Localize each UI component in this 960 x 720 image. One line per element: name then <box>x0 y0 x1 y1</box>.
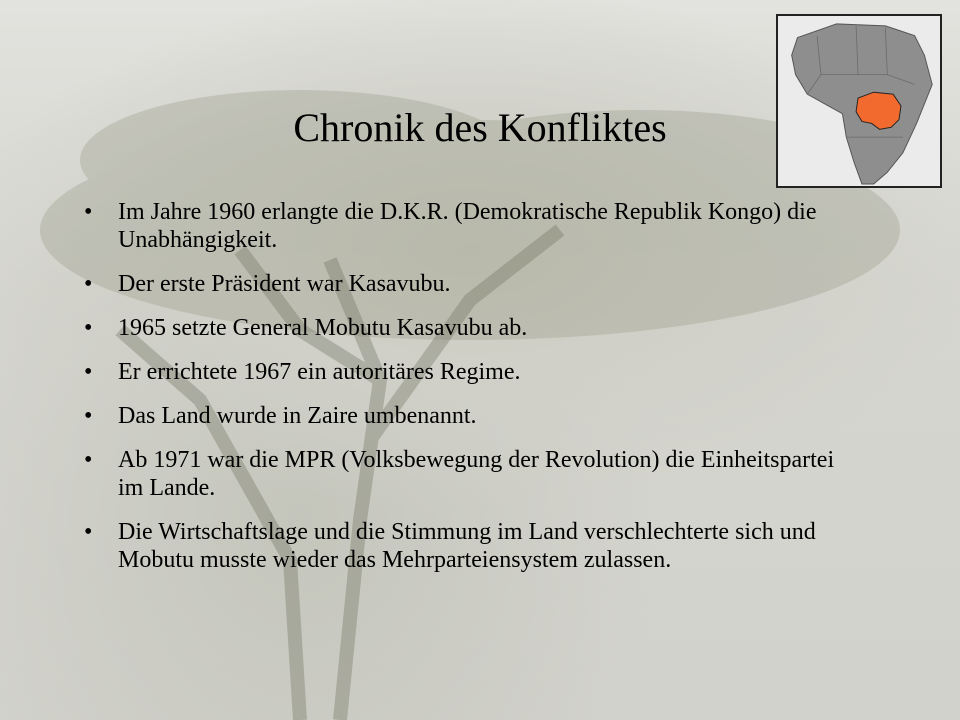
bullet-item <box>84 198 854 254</box>
bullet-dot: • <box>84 359 93 385</box>
bullet-item <box>84 270 854 298</box>
bullet-text: Der erste Präsident war Kasavubu. <box>118 271 451 297</box>
bullet-text: 1965 setzte General Mobutu Kasavubu ab. <box>118 315 528 341</box>
bullet-item <box>84 402 854 430</box>
africa-map-image <box>778 16 940 186</box>
slide-title: Chronik des Konfliktes <box>293 105 667 150</box>
bullet-dot: • <box>84 271 93 297</box>
bullet-item <box>84 518 854 574</box>
bullet-dot: • <box>84 403 93 429</box>
bullet-dot: • <box>84 199 93 225</box>
bullet-dot: • <box>84 315 93 341</box>
bullet-text: Das Land wurde in Zaire umbenannt. <box>118 403 477 429</box>
bullet-dot: • <box>84 519 93 545</box>
bullet-text: Er errichtete 1967 ein autoritäres Regime. <box>118 359 521 385</box>
bullet-item <box>84 358 854 386</box>
bullet-text: Ab 1971 war die MPR (Volksbewegung der Revolution) die Einheitspartei im Lande. <box>118 447 835 501</box>
bullet-list <box>84 198 854 590</box>
bullet-text: Die Wirtschaftslage und die Stimmung im Land verschlechterte sich und Mobutu musste wieder das Mehrparteiensystem zulassen. <box>118 519 816 573</box>
bullet-item <box>84 314 854 342</box>
bullet-item <box>84 446 854 502</box>
africa-map <box>776 14 942 188</box>
bullet-dot: • <box>84 447 93 473</box>
bullet-text: Im Jahre 1960 erlangte die D.K.R. (Demokratische Republik Kongo) die Unabhängigkeit. <box>118 199 817 253</box>
